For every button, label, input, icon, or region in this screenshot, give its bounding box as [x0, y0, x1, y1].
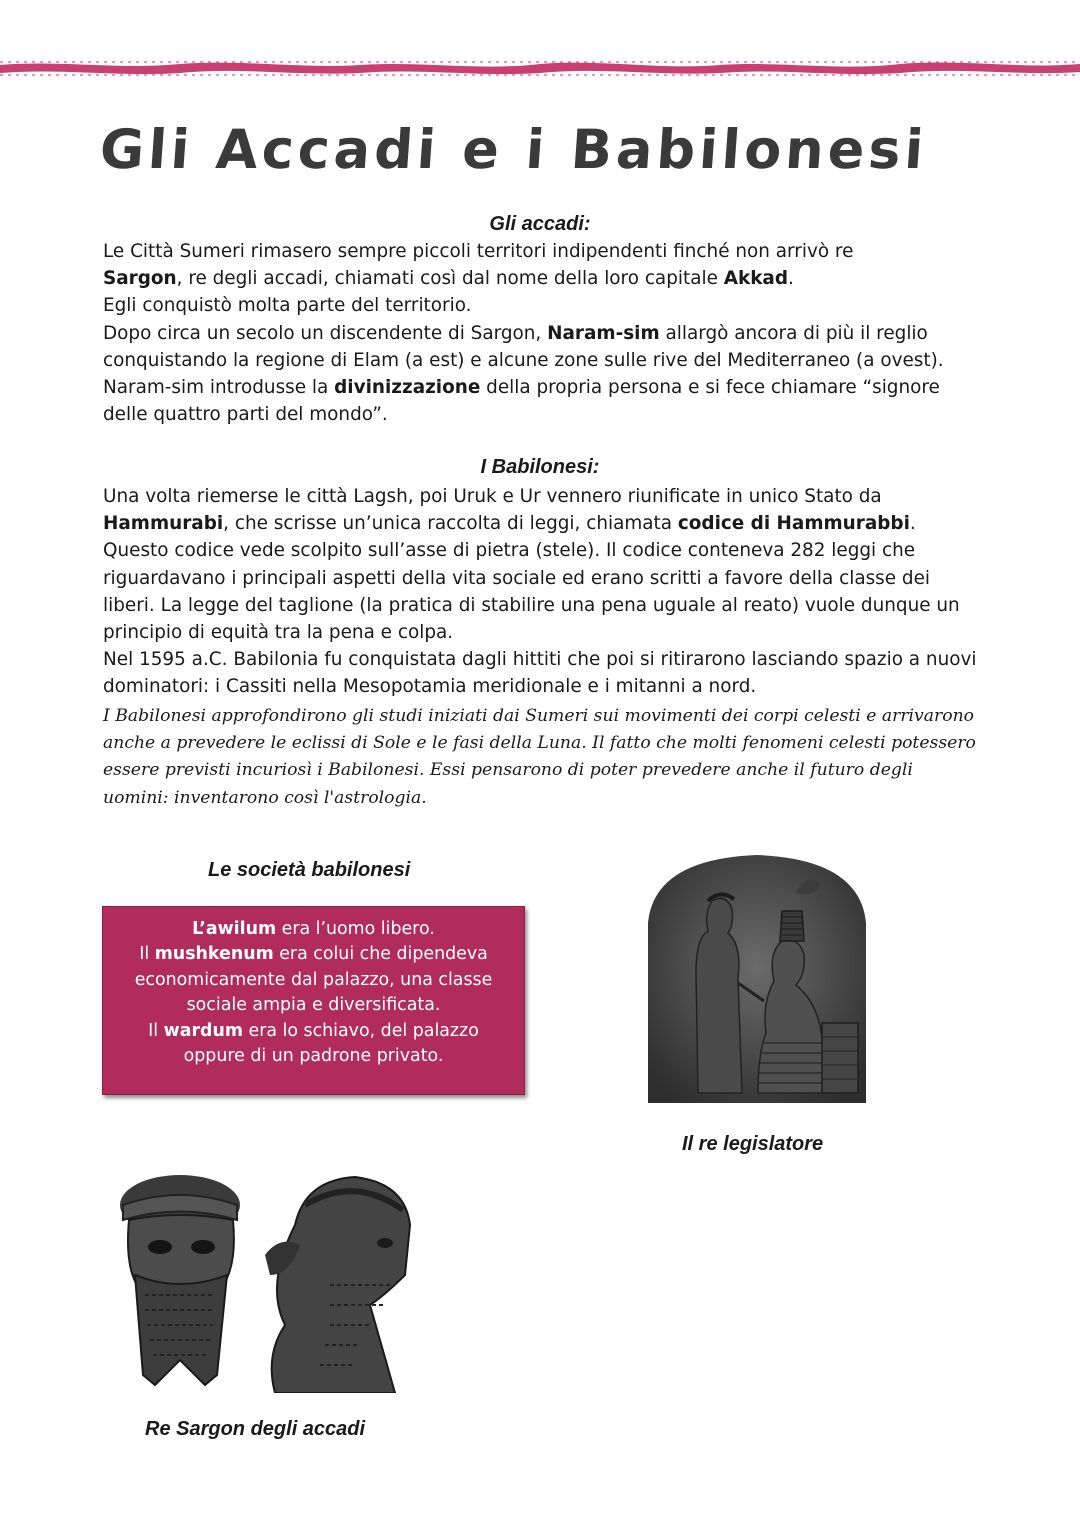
babilonesi-paragraph-2: Questo codice vede scolpito sull’asse di pietra (stele). Il codice conteneva 282 leggi che riguardavano i principali aspetti della vita sociale ed erano scritti a favore della classe dei liberi. La legge del taglione (la pratica di stabilire una pena uguale al reato) vuole dunque un principio di equità tra la pena e colpa.: [103, 540, 960, 644]
society-line-wardum: Il wardum era lo schiavo, del palazzo: [148, 1020, 479, 1041]
accadi-paragraph-1: Le Città Sumeri rimasero sempre piccoli territori indipendenti finché non arrivò re Sargon, re degli accadi, chiamati così dal nome della loro capitale Akkad.: [103, 241, 854, 290]
accadi-paragraph-2: Egli conquistò molta parte del territorio.: [103, 295, 472, 317]
society-box: [102, 906, 525, 1095]
society-caption: Le società babilonesi: [208, 859, 411, 881]
section-heading-babilonesi: I Babilonesi:: [480, 456, 600, 478]
stele-caption: Il re legislatore: [682, 1133, 824, 1155]
babilonesi-text: [103, 483, 983, 701]
society-line-awilum: L’awilum era l’uomo libero.: [192, 919, 435, 939]
accadi-text: [103, 238, 983, 428]
babilonesi-paragraph-1: Una volta riemerse le città Lagsh, poi Uruk e Ur vennero riunificate in unico Stato da Hammurabi, che scrisse un’unica raccolta di leggi, chiamata codice di Hammurabbi.: [103, 486, 916, 535]
society-line-6: oppure di un padrone privato.: [183, 1046, 444, 1067]
decorative-top-border: [0, 56, 1080, 78]
society-line-4: sociale ampia e diversificata.: [186, 995, 441, 1016]
astrology-paragraph: I Babilonesi approfondirono gli studi iniziati dai Sumeri sui movimenti dei corpi celesti e arrivarono anche a prevedere le eclissi di Sole e le fasi della Luna. Il fatto che molti fenomeni celesti potessero essere previsti incuriosì i Babilonesi. Essi pensarono di poter prevedere anche il futuro degli uomini: inventarono così l'astrologia.: [103, 706, 976, 808]
babilonesi-paragraph-3: Nel 1595 a.C. Babilonia fu conquistata dagli hittiti che poi si ritirarono lasciando spazio a nuovi dominatori: i Cassiti nella Mesopotamia meridionale e i mitanni a nord.: [103, 649, 977, 698]
sargon-heads-image: [115, 1165, 415, 1393]
society-line-mushkenum: Il mushkenum era colui che dipendeva: [139, 944, 488, 965]
accadi-paragraph-3: Dopo circa un secolo un discendente di Sargon, Naram-sim allargò ancora di più il reglio conquistando la regione di Elam (a est) e alcune zone sulle rive del Mediterraneo (a ovest). Naram-sim introdusse la divinizzazione della propria persona e si fece chiamare “signore delle quattro parti del mondo”.: [103, 322, 944, 426]
hammurabi-stele-image: [646, 853, 868, 1105]
page-title: Gli Accadi e i Babilonesi: [97, 118, 930, 181]
heads-caption: Re Sargon degli accadi: [145, 1418, 366, 1440]
section-heading-accadi: Gli accadi:: [489, 213, 591, 235]
society-line-3: economicamente dal palazzo, una classe: [134, 969, 493, 990]
